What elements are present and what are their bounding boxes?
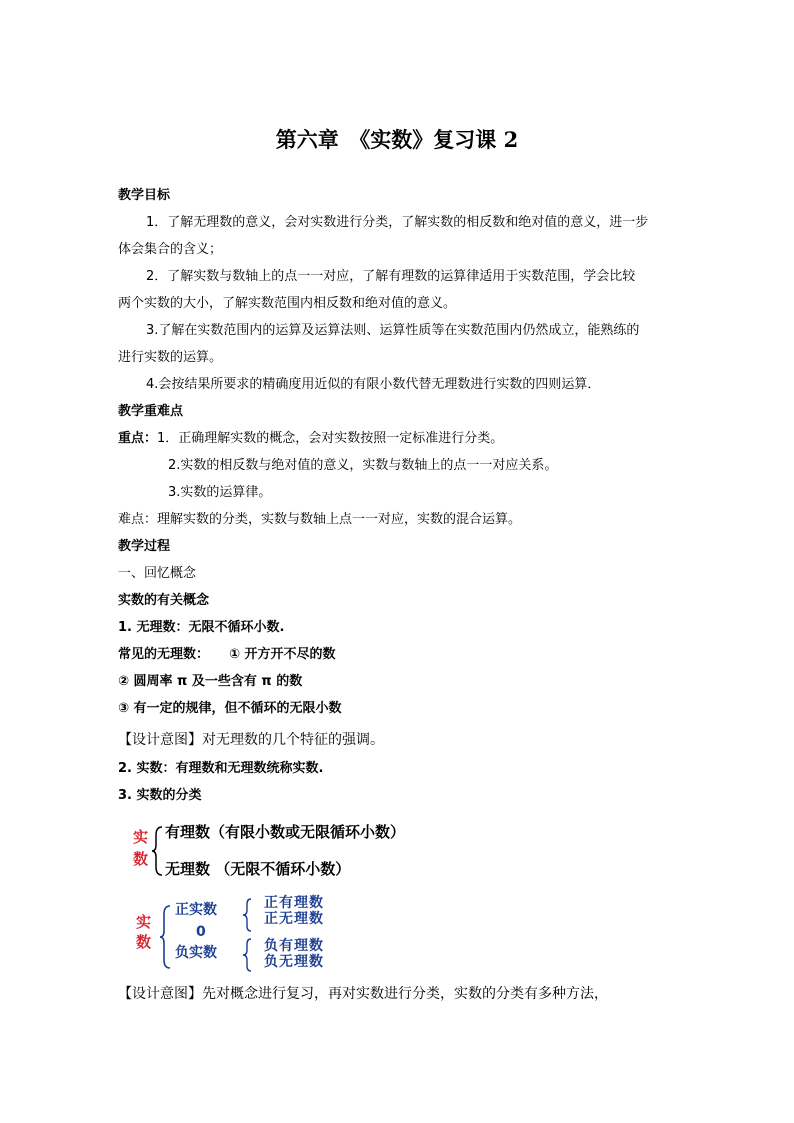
positive-brace-icon xyxy=(242,898,252,932)
classification-diagram-2 xyxy=(130,895,390,976)
classification-2-root-bottom: 数 xyxy=(136,933,152,951)
key-point-3: 3.实数的运算律。 xyxy=(168,485,272,500)
design-intent-1: 【设计意图】对无理数的几个特征的强调。 xyxy=(118,732,384,748)
goal-2-line-1: 2．了解实数与数轴上的点一一对应，了解有理数的运算律适用于实数范围，学会比较 xyxy=(146,269,636,284)
negative-rational: 负有理数 xyxy=(264,938,324,954)
classification-1-rational: 有理数（有限小数或无限循环小数） xyxy=(165,823,406,841)
classification-1-root-bottom: 数 xyxy=(133,850,149,868)
common-irrational-2: ② 圆周率 π 及一些含有 π 的数 xyxy=(118,674,303,689)
process-heading: 教学过程 xyxy=(118,539,171,554)
concept-classification: 3. 实数的分类 xyxy=(118,788,202,803)
common-irrationals-row xyxy=(118,646,336,664)
goal-1-line-1: 1．了解无理数的意义，会对实数进行分类，了解实数的相反数和绝对值的意义，进一步 xyxy=(146,215,649,230)
design-intent-2: 【设计意图】先对概念进行复习，再对实数进行分类，实数的分类有多种方法， xyxy=(118,986,608,1002)
classification-2-main-brace-icon xyxy=(158,904,172,970)
classification-diagram-1 xyxy=(130,819,450,881)
common-irrational-3: ③ 有一定的规律，但不循环的无限小数 xyxy=(118,701,342,716)
goal-1-line-2: 体会集合的含义； xyxy=(118,242,223,257)
negative-brace-icon xyxy=(242,938,252,972)
positive-real: 正实数 xyxy=(175,902,217,918)
classification-2-root-top: 实 xyxy=(136,913,152,931)
classification-1-brace-icon xyxy=(150,825,164,877)
key-point-1: 1．正确理解实数的概念，会对实数按照一定标准进行分类。 xyxy=(157,431,504,446)
goal-2-line-2: 两个实数的大小，了解实数范围内相反数和绝对值的意义。 xyxy=(118,296,457,311)
page-title: 第六章 《实数》复习课 2 xyxy=(275,127,519,152)
key-point-2: 2.实数的相反数与绝对值的意义，实数与数轴上的点一一对应关系。 xyxy=(168,458,558,473)
common-irrationals-label: 常见的无理数： xyxy=(118,647,210,662)
classification-1-root-top: 实 xyxy=(133,828,149,846)
goal-3-line-1: 3.了解在实数范围内的运算及运算法则、运算性质等在实数范围内仍然成立，能熟练的 xyxy=(146,323,640,338)
concept-real: 2. 实数：有理数和无理数统称实数. xyxy=(118,761,324,776)
concepts-heading: 实数的有关概念 xyxy=(118,593,210,608)
key-heading: 教学重难点 xyxy=(118,404,184,419)
zero: 0 xyxy=(196,924,206,940)
concept-irrational: 1. 无理数：无限不循环小数. xyxy=(118,620,285,635)
difficulty-point: 难点：理解实数的分类，实数与数轴上点一一对应，实数的混合运算。 xyxy=(118,512,522,527)
goal-4: 4.会按结果所要求的精确度用近似的有限小数代替无理数进行实数的四则运算． xyxy=(146,377,601,392)
common-irrational-1: ① 开方开不尽的数 xyxy=(229,647,336,662)
positive-rational: 正有理数 xyxy=(264,895,324,911)
negative-real: 负实数 xyxy=(175,945,217,961)
zhongdian-label: 重点： xyxy=(118,431,158,446)
negative-irrational: 负无理数 xyxy=(264,954,324,970)
positive-irrational: 正无理数 xyxy=(264,911,324,927)
section-1-heading: 一、回忆概念 xyxy=(118,566,197,581)
goal-3-line-2: 进行实数的运算。 xyxy=(118,350,223,365)
goals-heading: 教学目标 xyxy=(118,188,171,203)
classification-1-irrational: 无理数 （无限不循环小数） xyxy=(165,860,351,878)
key-point-1-row xyxy=(118,430,503,448)
